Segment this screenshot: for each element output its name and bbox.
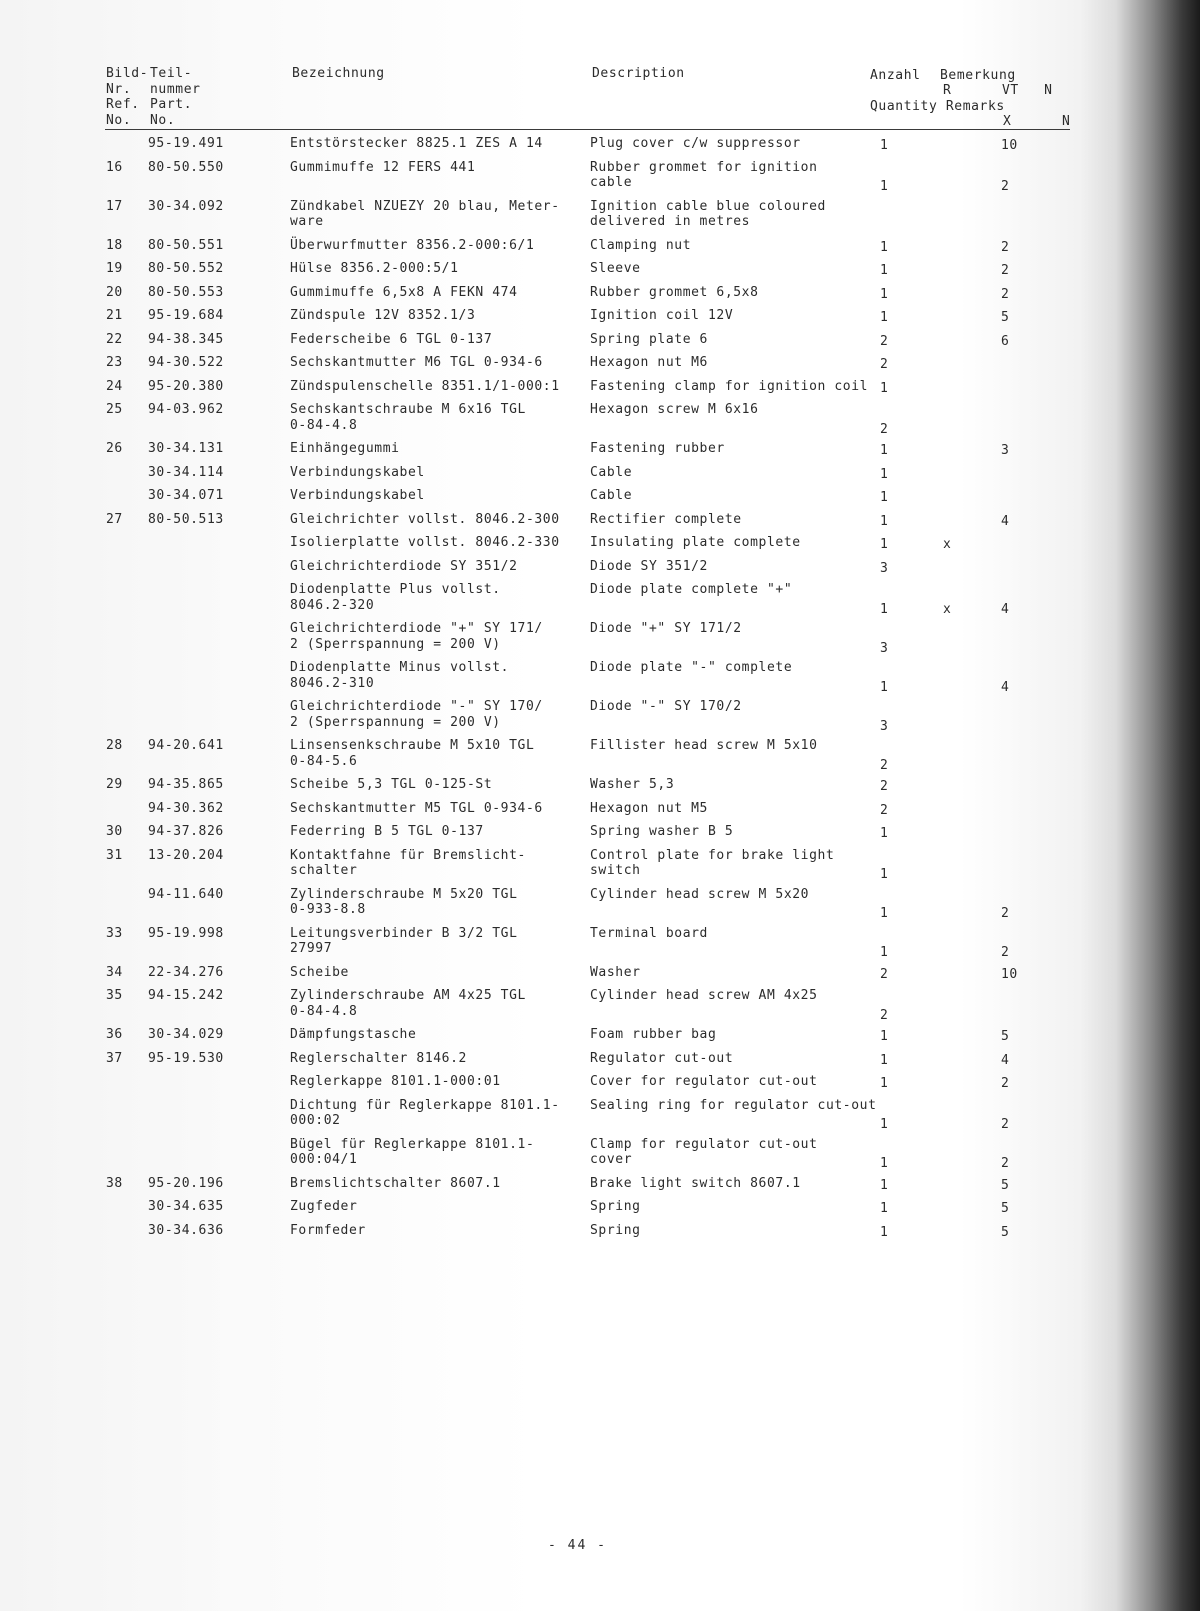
header-r-vt-n: R VT N <box>943 83 1053 98</box>
quantity: 2 <box>880 966 889 982</box>
german-name: Gummimuffe 6,5x8 A FEKN 474 <box>290 284 518 300</box>
part-number: 94-30.522 <box>148 355 224 370</box>
part-number: 94-38.345 <box>148 331 224 347</box>
ref-number: 36 <box>106 1027 123 1042</box>
english-description: Cable <box>590 464 633 480</box>
german-name: Sechskantmutter M6 TGL 0-934-6 <box>290 355 543 370</box>
quantity: 1 <box>880 380 889 396</box>
quantity: 1 <box>880 906 889 921</box>
table-row <box>0 926 1200 965</box>
ref-number: 18 <box>106 237 123 253</box>
remark-vt: 4 <box>1001 1052 1010 1068</box>
ref-number: 29 <box>106 777 123 792</box>
table-row <box>0 535 1200 559</box>
header-divider <box>105 129 1070 130</box>
ref-number: 21 <box>106 308 123 323</box>
parts-table <box>0 136 1200 1246</box>
english-description: Diode "+" SY 171/2 <box>590 621 742 636</box>
ref-number: 35 <box>106 988 123 1003</box>
english-description: Clamping nut <box>590 237 692 253</box>
quantity: 1 <box>880 1177 889 1193</box>
table-row <box>0 887 1200 926</box>
german-name: Entstörstecker 8825.1 ZES A 14 <box>290 136 543 151</box>
ref-number: 26 <box>106 441 123 456</box>
page-number: - 44 - <box>548 1538 607 1553</box>
table-row <box>0 465 1200 489</box>
quantity: 1 <box>880 1076 889 1091</box>
english-description: Diode plate complete "+" <box>590 582 793 597</box>
header-description: Description <box>592 66 685 81</box>
english-description: Regulator cut-out <box>590 1050 734 1066</box>
german-name: Sechskantschraube M 6x16 TGL 0-84-4.8 <box>290 402 526 433</box>
table-row <box>0 238 1200 262</box>
table-row <box>0 1098 1200 1137</box>
german-name: Reglerschalter 8146.2 <box>290 1050 467 1066</box>
header-x-n: X N <box>1003 114 1071 129</box>
table-row <box>0 824 1200 848</box>
english-description: Insulating plate complete <box>590 535 801 550</box>
part-number: 94-20.641 <box>148 738 224 753</box>
header-teil-nummer: Teil- nummer Part. No. <box>150 66 201 128</box>
remark-vt: 5 <box>1001 1201 1010 1216</box>
remark-vt: 10 <box>1001 966 1018 982</box>
ref-number: 27 <box>106 511 123 527</box>
quantity: 2 <box>880 802 889 818</box>
quantity: 2 <box>880 357 889 372</box>
part-number: 94-35.865 <box>148 777 224 792</box>
part-number: 80-50.552 <box>148 261 224 276</box>
header-anzahl: Anzahl <box>870 68 921 83</box>
english-description: Hexagon nut M5 <box>590 800 708 816</box>
table-row <box>0 848 1200 887</box>
german-name: Zündspulenschelle 8351.1/1-000:1 <box>290 378 560 394</box>
table-row <box>0 1051 1200 1075</box>
ref-number: 24 <box>106 378 123 394</box>
quantity: 2 <box>880 757 889 773</box>
part-number: 80-50.551 <box>148 237 224 253</box>
german-name: Zylinderschraube AM 4x25 TGL 0-84-4.8 <box>290 988 526 1019</box>
english-description: Terminal board <box>590 925 708 941</box>
remark-vt: 4 <box>1001 679 1010 695</box>
german-name: Gleichrichterdiode "+" SY 171/ 2 (Sperrspannung = 200 V) <box>290 621 543 652</box>
remark-vt: 2 <box>1001 1076 1010 1091</box>
english-description: Hexagon screw M 6x16 <box>590 402 759 417</box>
ref-number: 28 <box>106 738 123 753</box>
remark-vt: 4 <box>1001 513 1010 529</box>
english-description: Diode plate "-" complete <box>590 660 793 675</box>
quantity: 1 <box>880 679 889 695</box>
remark-vt: 2 <box>1001 239 1010 255</box>
quantity: 1 <box>880 239 889 255</box>
remark-vt: 10 <box>1001 138 1018 153</box>
part-number: 30-34.029 <box>148 1027 224 1042</box>
german-name: Überwurfmutter 8356.2-000:6/1 <box>290 237 535 253</box>
english-description: Plug cover c/w suppressor <box>590 136 801 151</box>
ref-number: 37 <box>106 1050 123 1066</box>
german-name: Verbindungskabel <box>290 488 425 503</box>
quantity: 1 <box>880 310 889 325</box>
table-row <box>0 512 1200 536</box>
ref-number: 25 <box>106 402 123 417</box>
part-number: 22-34.276 <box>148 964 224 980</box>
german-name: Federring B 5 TGL 0-137 <box>290 824 484 839</box>
quantity: 2 <box>880 421 889 437</box>
ref-number: 23 <box>106 355 123 370</box>
part-number: 30-34.131 <box>148 441 224 456</box>
ref-number: 30 <box>106 824 123 839</box>
ref-number: 20 <box>106 284 123 300</box>
quantity: 1 <box>880 466 889 482</box>
english-description: Rectifier complete <box>590 511 742 527</box>
german-name: Zündkabel NZUEZY 20 blau, Meter- ware <box>290 198 560 229</box>
german-name: Isolierplatte vollst. 8046.2-330 <box>290 535 560 550</box>
ref-number: 22 <box>106 331 123 347</box>
header-quantity-remarks: Quantity Remarks <box>870 99 1005 114</box>
english-description: Diode "-" SY 170/2 <box>590 699 742 714</box>
ref-number: 31 <box>106 847 123 863</box>
part-number: 80-50.550 <box>148 159 224 175</box>
ref-number: 17 <box>106 198 123 214</box>
remark-vt: 3 <box>1001 443 1010 458</box>
table-row <box>0 660 1200 699</box>
quantity: 2 <box>880 1007 889 1023</box>
quantity: 1 <box>880 601 889 617</box>
quantity: 1 <box>880 490 889 505</box>
table-row <box>0 199 1200 238</box>
table-row <box>0 355 1200 379</box>
ref-number: 34 <box>106 964 123 980</box>
german-name: Zugfeder <box>290 1199 358 1214</box>
table-row <box>0 582 1200 621</box>
quantity: 1 <box>880 179 889 194</box>
english-description: Cylinder head screw AM 4x25 <box>590 988 818 1003</box>
remark-vt: 2 <box>1001 286 1010 302</box>
part-number: 94-15.242 <box>148 988 224 1003</box>
table-row <box>0 738 1200 777</box>
quantity: 1 <box>880 1156 889 1171</box>
part-number: 30-34.635 <box>148 1199 224 1214</box>
part-number: 94-37.826 <box>148 824 224 839</box>
english-description: Sleeve <box>590 261 641 276</box>
english-description: Spring <box>590 1222 641 1238</box>
ref-number: 19 <box>106 261 123 276</box>
table-row <box>0 136 1200 160</box>
table-row <box>0 402 1200 441</box>
part-number: 30-34.092 <box>148 198 224 214</box>
quantity: 3 <box>880 560 889 576</box>
quantity: 1 <box>880 1117 889 1132</box>
german-name: Scheibe <box>290 964 349 980</box>
part-number: 95-19.491 <box>148 136 224 151</box>
remark-vt: 2 <box>1001 945 1010 960</box>
remark-vt: 2 <box>1001 1117 1010 1132</box>
english-description: Cylinder head screw M 5x20 <box>590 886 810 902</box>
english-description: Ignition cable blue coloured delivered in metres <box>590 198 826 229</box>
table-row <box>0 261 1200 285</box>
remark-vt: 4 <box>1001 601 1010 617</box>
quantity: 1 <box>880 1052 889 1068</box>
german-name: Sechskantmutter M5 TGL 0-934-6 <box>290 800 543 816</box>
table-row <box>0 1176 1200 1200</box>
english-description: Sealing ring for regulator cut-out <box>590 1097 877 1113</box>
english-description: Cable <box>590 488 633 503</box>
table-row <box>0 801 1200 825</box>
english-description: Hexagon nut M6 <box>590 355 708 370</box>
ref-number: 38 <box>106 1175 123 1191</box>
table-row <box>0 488 1200 512</box>
table-row <box>0 285 1200 309</box>
english-description: Fastening rubber <box>590 441 725 456</box>
remark-r: x <box>943 537 952 552</box>
table-row <box>0 1199 1200 1223</box>
german-name: Scheibe 5,3 TGL 0-125-St <box>290 777 493 792</box>
part-number: 94-03.962 <box>148 402 224 417</box>
english-description: Control plate for brake light switch <box>590 847 835 878</box>
german-name: Hülse 8356.2-000:5/1 <box>290 261 459 276</box>
english-description: Washer 5,3 <box>590 777 675 792</box>
part-number: 95-19.998 <box>148 925 224 941</box>
english-description: Cover for regulator cut-out <box>590 1074 818 1089</box>
table-row <box>0 308 1200 332</box>
table-row <box>0 699 1200 738</box>
german-name: Dämpfungstasche <box>290 1027 417 1042</box>
german-name: Gleichrichterdiode SY 351/2 <box>290 558 518 574</box>
german-name: Reglerkappe 8101.1-000:01 <box>290 1074 501 1089</box>
german-name: Gummimuffe 12 FERS 441 <box>290 159 476 175</box>
german-name: Bügel für Reglerkappe 8101.1- 000:04/1 <box>290 1136 535 1167</box>
quantity: 1 <box>880 1201 889 1216</box>
remark-vt: 5 <box>1001 1029 1010 1044</box>
quantity: 1 <box>880 263 889 278</box>
part-number: 95-20.196 <box>148 1175 224 1191</box>
part-number: 13-20.204 <box>148 847 224 863</box>
english-description: Foam rubber bag <box>590 1027 717 1042</box>
quantity: 1 <box>880 138 889 153</box>
english-description: Washer <box>590 964 641 980</box>
german-name: Gleichrichterdiode "-" SY 170/ 2 (Sperrspannung = 200 V) <box>290 699 543 730</box>
german-name: Verbindungskabel <box>290 464 425 480</box>
german-name: Diodenplatte Plus vollst. 8046.2-320 <box>290 582 501 613</box>
remark-vt: 6 <box>1001 333 1010 349</box>
quantity: 1 <box>880 1029 889 1044</box>
table-row <box>0 1027 1200 1051</box>
quantity: 1 <box>880 443 889 458</box>
remark-vt: 5 <box>1001 1177 1010 1193</box>
german-name: Formfeder <box>290 1222 366 1238</box>
remark-vt: 5 <box>1001 1224 1010 1240</box>
english-description: Ignition coil 12V <box>590 308 734 323</box>
table-row <box>0 559 1200 583</box>
part-number: 30-34.114 <box>148 464 224 480</box>
table-row <box>0 379 1200 403</box>
german-name: Federscheibe 6 TGL 0-137 <box>290 331 493 347</box>
quantity: 1 <box>880 513 889 529</box>
header-bezeichnung: Bezeichnung <box>292 66 385 81</box>
remark-r: x <box>943 601 952 617</box>
part-number: 95-19.530 <box>148 1050 224 1066</box>
table-row <box>0 160 1200 199</box>
german-name: Leitungsverbinder B 3/2 TGL 27997 <box>290 925 518 956</box>
table-row <box>0 1074 1200 1098</box>
part-number: 94-11.640 <box>148 886 224 902</box>
german-name: Zündspule 12V 8352.1/3 <box>290 308 476 323</box>
quantity: 3 <box>880 718 889 734</box>
remark-vt: 2 <box>1001 263 1010 278</box>
english-description: Spring plate 6 <box>590 331 708 347</box>
part-number: 80-50.513 <box>148 511 224 527</box>
quantity: 2 <box>880 333 889 349</box>
part-number: 95-20.380 <box>148 378 224 394</box>
part-number: 95-19.684 <box>148 308 224 323</box>
part-number: 30-34.071 <box>148 488 224 503</box>
quantity: 1 <box>880 286 889 302</box>
quantity: 3 <box>880 640 889 656</box>
table-row <box>0 621 1200 660</box>
english-description: Spring <box>590 1199 641 1214</box>
remark-vt: 5 <box>1001 310 1010 325</box>
english-description: Clamp for regulator cut-out cover <box>590 1136 818 1167</box>
german-name: Gleichrichter vollst. 8046.2-300 <box>290 511 560 527</box>
header-bemerkung: Bemerkung <box>940 68 1016 83</box>
german-name: Linsensenkschraube M 5x10 TGL 0-84-5.6 <box>290 738 535 769</box>
german-name: Einhängegummi <box>290 441 400 456</box>
quantity: 1 <box>880 867 889 882</box>
table-row <box>0 965 1200 989</box>
english-description: Diode SY 351/2 <box>590 558 708 574</box>
table-row <box>0 332 1200 356</box>
german-name: Dichtung für Reglerkappe 8101.1- 000:02 <box>290 1097 560 1128</box>
german-name: Bremslichtschalter 8607.1 <box>290 1175 501 1191</box>
ref-number: 16 <box>106 159 123 175</box>
ref-number: 33 <box>106 925 123 941</box>
quantity: 1 <box>880 945 889 960</box>
english-description: Fillister head screw M 5x10 <box>590 738 818 753</box>
english-description: Rubber grommet for ignition cable <box>590 159 818 190</box>
english-description: Spring washer B 5 <box>590 824 734 839</box>
quantity: 2 <box>880 779 889 794</box>
quantity: 1 <box>880 1224 889 1240</box>
quantity: 1 <box>880 537 889 552</box>
german-name: Zylinderschraube M 5x20 TGL 0-933-8.8 <box>290 886 518 917</box>
english-description: Brake light switch 8607.1 <box>590 1175 801 1191</box>
german-name: Kontaktfahne für Bremslicht- schalter <box>290 847 526 878</box>
part-number: 94-30.362 <box>148 800 224 816</box>
english-description: Rubber grommet 6,5x8 <box>590 284 759 300</box>
table-row <box>0 1223 1200 1247</box>
remark-vt: 2 <box>1001 906 1010 921</box>
header-bild-nr: Bild- Nr. Ref. No. <box>106 66 149 128</box>
part-number: 30-34.636 <box>148 1222 224 1238</box>
remark-vt: 2 <box>1001 1156 1010 1171</box>
german-name: Diodenplatte Minus vollst. 8046.2-310 <box>290 660 510 691</box>
english-description: Fastening clamp for ignition coil <box>590 378 869 394</box>
table-row <box>0 988 1200 1027</box>
table-row <box>0 1137 1200 1176</box>
quantity: 1 <box>880 826 889 841</box>
table-row <box>0 777 1200 801</box>
part-number: 80-50.553 <box>148 284 224 300</box>
table-row <box>0 441 1200 465</box>
remark-vt: 2 <box>1001 179 1010 194</box>
